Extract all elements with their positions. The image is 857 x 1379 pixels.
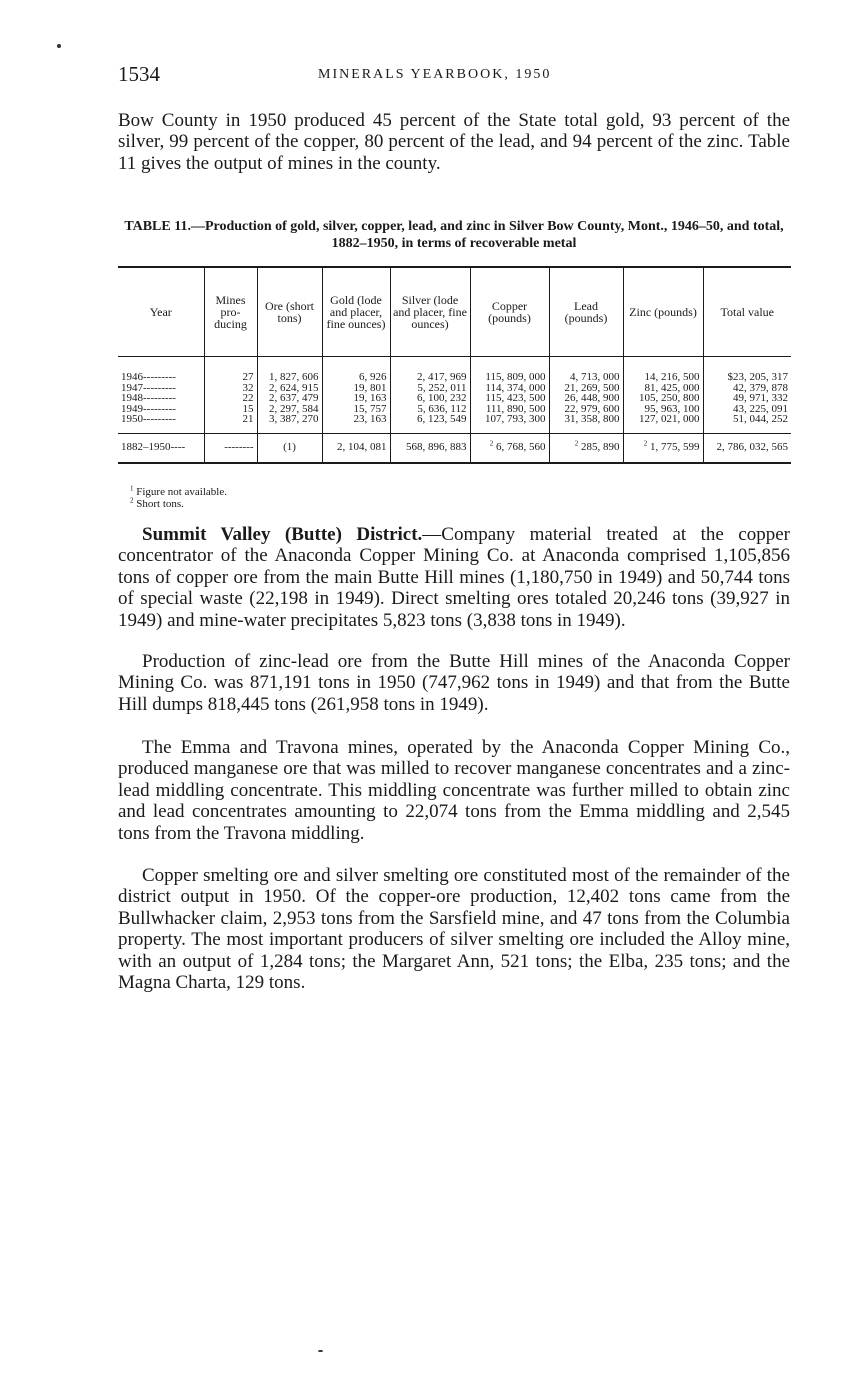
body-paragraph: The Emma and Travona mines, operated by the Anaconda Copper Mining Co., produced manganese ore that was milled to recover manganese concentrates and a zinc-lead middling concentrate. This middling concentrate was further milled to obtain zinc and lead concentrates amounting to 22,074 tons from the Emma middling and 2,545 tons from the Travona middling.	[118, 737, 790, 844]
col-header-ore: Ore (short tons)	[257, 267, 322, 357]
col-header-total-value: Total value	[703, 267, 791, 357]
cell-zinc: 14, 216, 500	[623, 357, 703, 383]
page-header	[118, 62, 790, 90]
cell-ore: 2, 637, 479	[257, 393, 322, 404]
cell-zinc: $^2$ 1, 775, 599	[623, 433, 703, 463]
table-footnotes	[130, 486, 227, 510]
cell-copper: 114, 374, 000	[470, 383, 549, 394]
cell-gold: 6, 926	[322, 357, 390, 383]
cell-silver: 6, 100, 232	[390, 393, 470, 404]
cell-silver: 568, 896, 883	[390, 433, 470, 463]
cell-gold: 15, 757	[322, 404, 390, 415]
cell-copper: $^2$ 6, 768, 560	[470, 433, 549, 463]
cell-total-value: 43, 225, 091	[703, 404, 791, 415]
cell-mines: 21	[204, 414, 257, 433]
cell-ore: 1, 827, 606	[257, 357, 322, 383]
cell-silver: 5, 252, 011	[390, 383, 470, 394]
footnote-ref: 2	[489, 438, 494, 447]
cell-copper: 107, 793, 300	[470, 414, 549, 433]
cell-total-value: $23, 205, 317	[703, 357, 791, 383]
cell-year: 1949---------	[121, 402, 176, 415]
cell-mines: 22	[204, 393, 257, 404]
cell-lead: 22, 979, 600	[549, 404, 623, 415]
cell-zinc: 95, 963, 100	[623, 404, 703, 415]
col-header-zinc: Zinc (pounds)	[623, 267, 703, 357]
district-heading: Summit Valley (Butte) District.	[142, 524, 423, 545]
cell-copper: 115, 809, 000	[470, 357, 549, 383]
footnote: $^1$ Figure not available.	[130, 484, 227, 498]
body-paragraph: Production of zinc-lead ore from the Butte Hill mines of the Anaconda Copper Mining Co. was 871,191 tons in 1950 (747,962 tons in 1949) and that from the Butte Hill dumps 818,445 tons (261,958 tons in 1949).	[118, 651, 790, 715]
cell-copper: 111, 890, 500	[470, 404, 549, 415]
footnote-ref: 2	[574, 438, 579, 447]
cell-zinc: 105, 250, 800	[623, 393, 703, 404]
cell-gold: 2, 104, 081	[322, 433, 390, 463]
col-header-lead: Lead (pounds)	[549, 267, 623, 357]
footnote-ref: 2	[643, 438, 648, 447]
cell-ore: (1)	[257, 433, 322, 463]
cell-lead: $^2$ 285, 890	[549, 433, 623, 463]
cell-silver: 2, 417, 969	[390, 357, 470, 383]
body-paragraph: Copper smelting ore and silver smelting ore constituted most of the remainder of the district output in 1950. Of the copper-ore production, 12,402 tons came from the Bullwhacker claim, 2,953 tons from the Sarsfield mine, and 47 tons from the Columbia property. The most important producers of silver smelting ore included the Alloy mine, with an output of 1,284 tons; the Margaret Ann, 521 tons; the Elba, 235 tons; and the Magna Charta, 129 tons.	[118, 865, 790, 994]
table-row	[118, 357, 791, 383]
cell-silver: 5, 636, 112	[390, 404, 470, 415]
district-paragraph: Summit Valley (Butte) District.—Company material treated at the copper concentrator of the Anaconda Copper Mining Co. at Anaconda comprised 1,105,856 tons of copper ore from the main Butte Hill mines (1,180,750 in 1949) and 50,744 tons of special waste (22,198 in 1949). Direct smelting ores totaled 20,246 tons (39,927 in 1949) and mine-water precipitates 5,823 tons (3,838 tons in 1949).	[118, 524, 790, 631]
cell-year: 1882–1950----	[118, 433, 204, 463]
cell-gold: 23, 163	[322, 414, 390, 433]
table-row	[118, 393, 791, 404]
scan-speck	[57, 44, 61, 48]
table-header-row	[118, 267, 791, 357]
cell-ore: 2, 624, 915	[257, 383, 322, 394]
cell-lead: 4, 713, 000	[549, 357, 623, 383]
cell-mines: 32	[204, 383, 257, 394]
col-header-year: Year	[118, 267, 204, 357]
scan-speck	[318, 1350, 323, 1352]
cell-total-value: 2, 786, 032, 565	[703, 433, 791, 463]
cell-gold: 19, 163	[322, 393, 390, 404]
col-header-copper: Copper (pounds)	[470, 267, 549, 357]
cell-lead: 21, 269, 500	[549, 383, 623, 394]
cell-lead: 31, 358, 800	[549, 414, 623, 433]
table-total-row	[118, 433, 791, 463]
cell-mines: 27	[204, 357, 257, 383]
cell-mines: 15	[204, 404, 257, 415]
production-table	[118, 266, 791, 464]
cell-lead: 26, 448, 900	[549, 393, 623, 404]
table-caption: TABLE 11.—Production of gold, silver, copper, lead, and zinc in Silver Bow County, Mont., 1946–50, and total, 1882–1950, in terms of recoverable metal	[124, 219, 784, 251]
cell-ore: 2, 297, 584	[257, 404, 322, 415]
cell-copper: 115, 423, 500	[470, 393, 549, 404]
cell-mines: --------	[204, 433, 257, 463]
cell-total-value: 51, 044, 252	[703, 414, 791, 433]
running-head: MINERALS YEARBOOK, 1950	[318, 67, 552, 82]
cell-zinc: 127, 021, 000	[623, 414, 703, 433]
cell-silver: 6, 123, 549	[390, 414, 470, 433]
cell-year: 1946---------	[121, 371, 176, 383]
footnote: $^2$ Short tons.	[130, 496, 184, 510]
cell-year: 1948---------	[121, 392, 176, 404]
cell-zinc: 81, 425, 000	[623, 383, 703, 394]
cell-year: 1947---------	[121, 381, 176, 394]
cell-year: 1950---------	[121, 413, 176, 425]
col-header-silver: Silver (lode and placer, fine ounces)	[390, 267, 470, 357]
page-number: 1534	[118, 62, 160, 86]
cell-total-value: 49, 971, 332	[703, 393, 791, 404]
cell-ore: 3, 387, 270	[257, 414, 322, 433]
table-row	[118, 414, 791, 433]
col-header-gold: Gold (lode and placer, fine ounces)	[322, 267, 390, 357]
col-header-mines: Mines pro-ducing	[204, 267, 257, 357]
cell-gold: 19, 801	[322, 383, 390, 394]
intro-paragraph: Bow County in 1950 produced 45 percent of the State total gold, 93 percent of the silver, 99 percent of the copper, 80 percent of the lead, and 94 percent of the zinc. Table 11 gives the output of mines in the county.	[118, 110, 790, 174]
cell-total-value: 42, 379, 878	[703, 383, 791, 394]
